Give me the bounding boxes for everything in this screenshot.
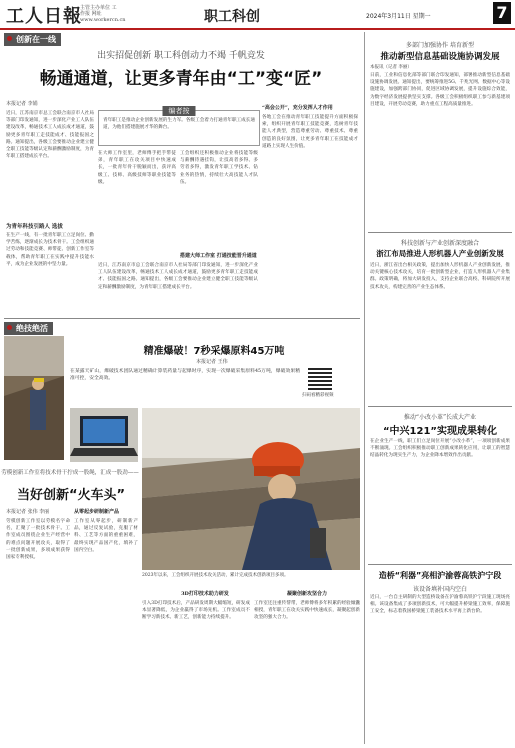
blasting-photo xyxy=(142,408,360,570)
right-mid-body: 近日，浙江省出台相关政策，提出加快人形机器人产业创新发展，推动关键核心技术攻关，培育一批创新型企业，打造人形机器人产业集群。政策明确，将加大研发投入，支持企业联合高校、科研院所开展技术攻关，构建完善的产业生态体系。 xyxy=(370,263,510,290)
top-body-1: 近日，江苏南京市总工会联合南京市人社局等部门印发通知，进一步深化产业工人队伍建设改革，畅通技术工人成长成才通道，鼓励更多青年职工走技能成才、技能报国之路。通知提出，各级工会要推动企业建立健全职工技能等级认定和薪酬激励制度，为青年职工搭建成长平台。 xyxy=(6,111,94,160)
column-divider xyxy=(364,32,365,744)
top-body-3: 各地工会在推动青年职工技能提升方面积极探索，组织开展青年职工技能竞赛，选树青年技能人才典型，营造尊重劳动、尊重技术、尊重创造的良好氛围，让更多青年职工在技能成才道路上实现人生价值。 xyxy=(262,115,358,149)
lower-byline: 本报记者 张伟 李丽 xyxy=(6,509,50,515)
section-title: 职工科创 xyxy=(204,9,260,25)
column-tag-skills: 绝技绝活 xyxy=(4,322,53,335)
editor-note-box xyxy=(98,107,260,146)
right-bottom-body: 近日，一台自主研制的大型造桥设备在沪渝蓉高铁沪宁段施工现场亮相。该设备集成了多项创新技术，可大幅提升桥梁施工效率，保障施工安全，标志着我国桥梁施工装备技术水平再上新台阶。 xyxy=(370,595,510,615)
right-bottom-kicker: 该设备填补国内空白 xyxy=(412,586,467,593)
masthead xyxy=(0,0,515,30)
right-divider-3 xyxy=(368,564,512,565)
dateline: 2024年3月11日 星期一 xyxy=(366,13,431,20)
editor-note-title: 编者按 xyxy=(163,106,196,116)
masthead-rule xyxy=(0,28,515,30)
top-subhead-1: 为青年科技引路人 选拔 xyxy=(6,224,63,230)
right-top-kicker: 多部门加强协作 培育新型 xyxy=(406,42,474,49)
right-mid-kicker: 科技创新与产业创新深度融合 xyxy=(400,240,479,247)
top-body-4: 在大师工作室里，老师傅手把手带徒弟，青年职工在攻关项目中快速成长，一批青年骨干脱颖而出，获评高级工、技师、高级技师等职业技能等级。 xyxy=(98,151,176,185)
lower-body-4: 工作室还注重传帮带，老师傅将多年积累的经验倾囊相授，青年职工在攻关实践中快速成长，凝聚起创新攻坚的强大合力。 xyxy=(254,601,360,621)
lower-kicker: 劳模创新工作室将技术骨干拧成一股绳，汇成一股劲—— xyxy=(1,470,139,476)
right-top-body: 日前，工业和信息化部等部门联合印发通知，部署推动新型信息基础设施协调发展。通知提出，要统筹推进5G、千兆光网、数据中心等设施建设，加强跨部门协同，促进区域协调发展，提升设施综合效能，为数字经济发展提供坚实支撑。各级工会积极组织职工参与新基建项目建设，开展劳动竞赛，助力重点工程高质量推进。 xyxy=(370,73,510,107)
lower-body-3: 引入3D打印技术后，产品研发周期大幅缩短，研发成本显著降低，为企业赢得了市场先机。工作室成员不断学习新技术、新工艺，创新能力持续提升。 xyxy=(142,601,250,621)
qr-code-icon[interactable] xyxy=(308,366,332,390)
right-mid2-headline: “中兴121”实现成果转化 xyxy=(382,426,498,437)
newspaper-logo: 工人日報 xyxy=(6,6,82,27)
lower-subhead-2: 3D打印技术助力研发 xyxy=(181,591,229,597)
right-divider-1 xyxy=(368,232,512,233)
page-number: 7 xyxy=(493,2,511,24)
top-subhead-2: “高会公开”，充分发挥人才作用 xyxy=(262,105,333,111)
right-top-byline: 本报讯（记者 李丽） xyxy=(370,65,412,70)
lower-subhead-3: 凝聚创新攻坚合力 xyxy=(286,591,327,597)
column-tag-innovation: 创新在一线 xyxy=(4,33,61,46)
qr-caption: 扫码看精彩视频 xyxy=(302,393,334,398)
bottom-headline: 精准爆破！7秒采爆原料45万吨 xyxy=(143,346,285,357)
top-body-6: 近日，江苏南京市总工会联合南京市人社局等部门印发通知，进一步深化产业工人队伍建设改革，畅通技术工人成长成才通道，鼓励更多青年职工走技能成才、技能报国之路。通知提出，各级工会要推动企业建立健全职工技能等级认定和薪酬激励制度，为青年职工搭建成长平台。 xyxy=(98,263,258,290)
worker-photo xyxy=(4,336,64,460)
right-mid-headline: 浙江布局推进人形机器人产业创新发展 xyxy=(376,249,504,258)
right-bottom-headline: 造桥“利器”亮相沪渝蓉高铁沪宁段 xyxy=(378,571,502,580)
lower-body-1: 劳模创新工作室以劳模名字命名，汇聚了一批技术骨干。工作室成员围绕企业生产经营中的难点问题开展攻关，取得了一批创新成果，多项成果获得国家专利授权。 xyxy=(6,519,70,561)
divider xyxy=(4,318,360,319)
lower-subhead-1: 从零起步研制新产品 xyxy=(74,509,120,515)
photo-caption: 2023年以来，工会组织开展技术攻关活动，累计完成技术创新项目多项。 xyxy=(142,573,289,578)
top-body-2: 在生产一线，有一批青年职工立足岗位、勤学苦练，逐渐成长为技术骨干。工会组织通过劳动和技能竞赛、师带徒、创新工作室等载体，帮助青年职工在实践中提升技能水平，成为企业发展的中坚力量。 xyxy=(6,233,94,267)
right-mid2-kicker: 推动“小改小革”长成大产业 xyxy=(403,414,477,421)
top-byline: 本报记者 李娟 xyxy=(6,101,38,107)
right-mid2-body: 在企业生产一线，职工们立足岗位开展“小改小革”，一项项创新成果不断涌现。工会组织积极推动职工创新成果转化应用，让职工的智慧结晶转化为现实生产力，为企业降本增效作出贡献。 xyxy=(370,439,510,459)
right-divider-2 xyxy=(368,406,512,407)
lower-body-2: 工作室从零起步，研制新产品，通过反复试验，克服了材料、工艺等方面的重重困难，最终实现产品国产化，填补了国内空白。 xyxy=(74,519,138,553)
top-subhead-3: 搭建大师工作室 打通技能晋升通道 xyxy=(180,253,257,259)
top-headline: 畅通通道，让更多青年由“工”变“匠” xyxy=(39,69,323,89)
top-kicker: 出实招促创新 职工科创动力不竭 千帆竞发 xyxy=(97,51,265,61)
laptop-photo xyxy=(70,408,138,462)
bottom-byline: 本报记者 王伟 xyxy=(196,359,228,365)
lower-headline: 当好创新“火车头” xyxy=(16,488,126,503)
top-body-5: 工会组织还积极推动企业将技能等级与薪酬待遇挂钩，让技高者多得、多劳者多得，激发青年职工学技术、钻业务的热情，持续壮大高技能人才队伍。 xyxy=(180,151,258,185)
masthead-info: 主管主办单位 工作报 网址 www.workercn.cn xyxy=(80,5,126,23)
bottom-lead: 在某露天矿山，爆破技术团队通过精确计算装药量与起爆时序，实现一次爆破采集原料45万吨，爆破效果精准可控，安全高效。 xyxy=(70,369,300,382)
right-top-headline: 推动新型信息基础设施协调发展 xyxy=(380,52,500,62)
editor-note-text: 青年职工是推动企业创新发展的生力军。各级工会着力打通青年职工成长通道，为他们搭建施展才华的舞台。 xyxy=(103,118,255,131)
